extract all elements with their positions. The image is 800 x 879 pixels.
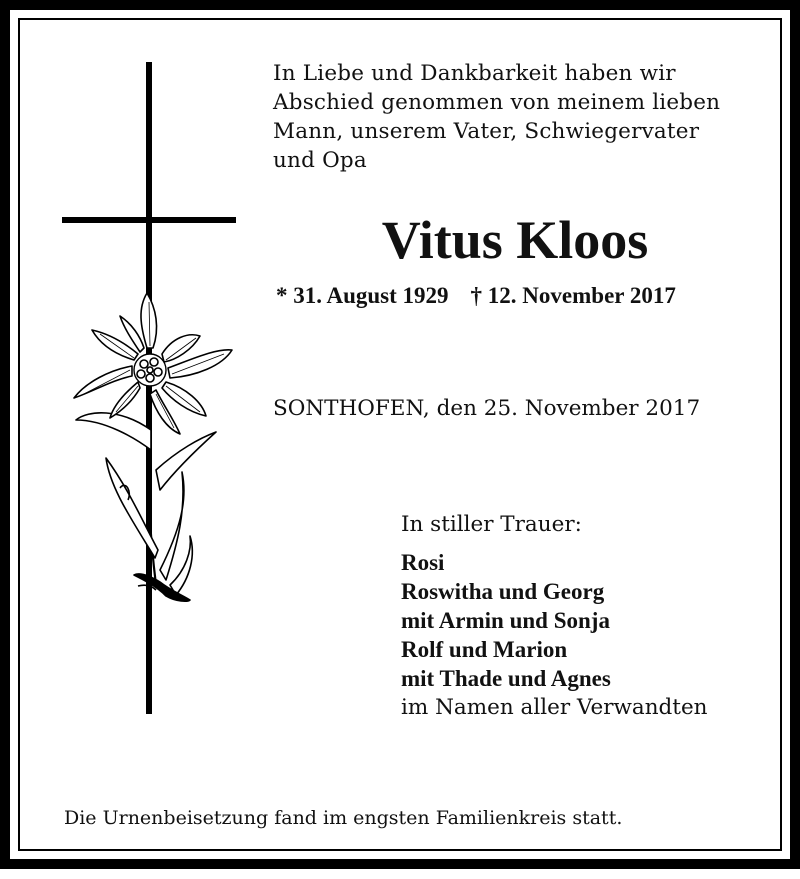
death-date: † 12. November 2017	[470, 283, 676, 308]
birth-date: * 31. August 1929	[276, 283, 449, 308]
mourners-list	[401, 548, 611, 693]
mourner-line: Rosi	[401, 550, 445, 575]
mourning-label: In stiller Trauer:	[401, 512, 582, 537]
edelweiss-icon	[74, 293, 232, 601]
mourner-line: Roswitha und Georg	[401, 579, 605, 604]
mourners-closing: im Namen aller Verwandten	[401, 695, 708, 720]
place-date: SONTHOFEN, den 25. November 2017	[273, 396, 701, 421]
mourner-line: Rolf und Marion	[401, 637, 568, 662]
life-dates	[276, 281, 676, 311]
mourner-line: mit Armin und Sonja	[401, 608, 610, 633]
deceased-name: Vitus Kloos	[381, 210, 649, 270]
mourner-line: mit Thade und Agnes	[401, 666, 611, 691]
intro-text: In Liebe und Dankbarkeit haben wir Abschied genommen von meinem lieben Mann, unserem Vater, Schwiegervater und Opa	[273, 61, 721, 173]
footer-note: Die Urnenbeisetzung fand im engsten Familienkreis statt.	[64, 807, 623, 829]
